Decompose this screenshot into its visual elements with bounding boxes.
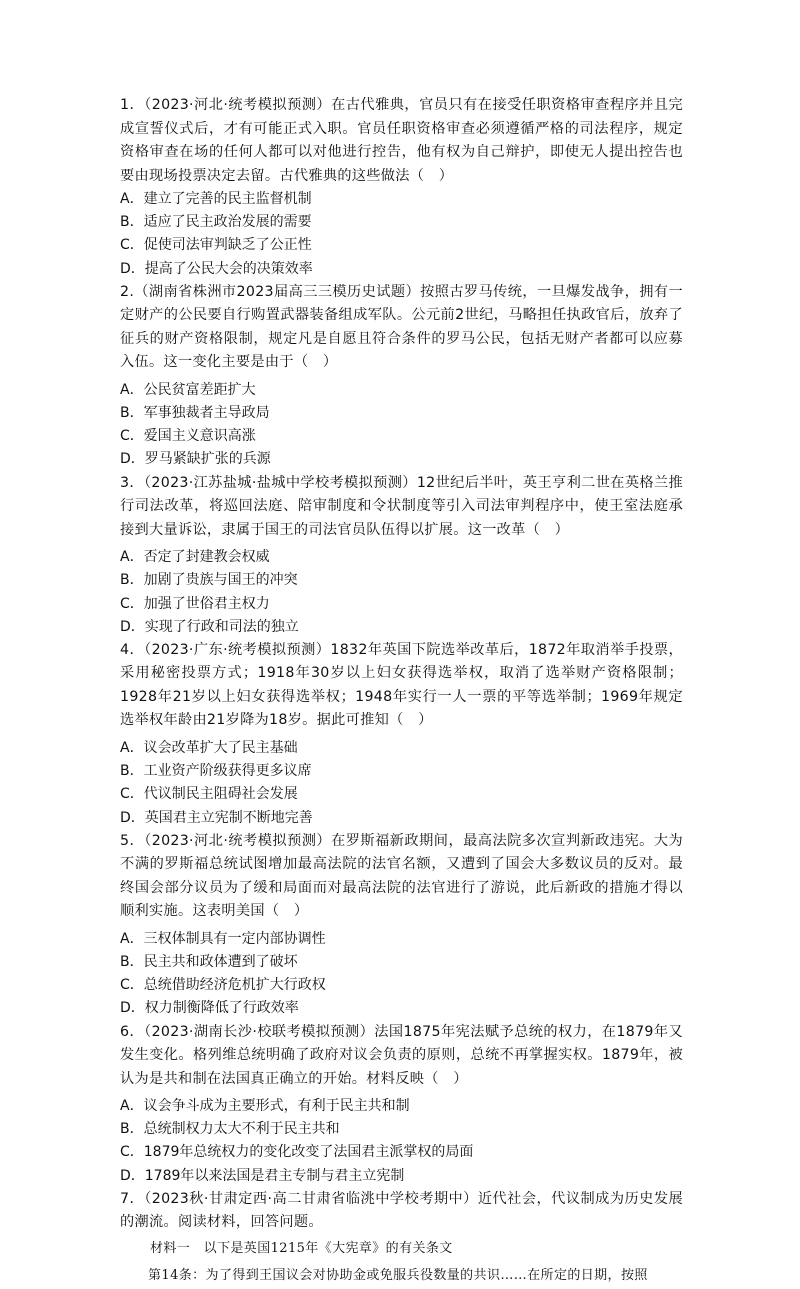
- options-list: [120, 1095, 683, 1188]
- options-list: [120, 379, 683, 472]
- question-text: 5．（2023·河北·统考模拟预测）在罗斯福新政期间，最高法院多次宣判新政违宪。大为不满的罗斯福总统试图增加最高法院的法官名额，又遭到了国会大多数议员的反对。最终国会部分议员为了缓和局面而对最高法院的法官进行了游说，此后新政的措施才得以顺利实施。这表明美国（ ）: [120, 832, 683, 920]
- options-list: [120, 188, 683, 281]
- material-clause: 第14条：为了得到王国议会对协助金或免服兵役数量的共识……在所定的日期，按照: [148, 1267, 648, 1283]
- exam-page: [120, 94, 683, 1289]
- option-a[interactable]: A．否定了封建教会权威: [120, 549, 270, 566]
- option-c[interactable]: C．促使司法审判缺乏了公正性: [120, 237, 312, 254]
- option-c[interactable]: C．总统借助经济危机扩大行政权: [120, 977, 326, 994]
- question-6: [120, 1021, 683, 1188]
- option-d[interactable]: D．英国君主立宪制不断地完善: [120, 809, 313, 826]
- question-text: 3．（2023·江苏盐城·盐城中学校考模拟预测）12世纪后半叶，英王亨利二世在英格兰推行司法改革，将巡回法庭、陪审制度和令状制度等引入司法审判程序中，使王室法庭承接到大量诉讼，隶属于国王的司法官员队伍得以扩展。这一改革（ ）: [120, 474, 683, 538]
- options-list: [120, 737, 683, 830]
- question-text: 7．（2023秋·甘肃定西·高二甘肃省临洮中学校考期中）近代社会，代议制成为历史发展的潮流。阅读材料，回答问题。: [120, 1190, 683, 1231]
- option-a[interactable]: A．公民贫富差距扩大: [120, 381, 256, 398]
- option-a[interactable]: A．建立了完善的民主监督机制: [120, 191, 312, 207]
- option-b[interactable]: B．工业资产阶级获得更多议席: [120, 763, 312, 780]
- options-list: [120, 546, 683, 639]
- option-a[interactable]: A．三权体制具有一定内部协调性: [120, 930, 326, 947]
- material-title: 材料一 以下是英国1215年《大宪章》的有关条文: [150, 1240, 453, 1256]
- material-block: [120, 1235, 683, 1289]
- option-c[interactable]: C．加强了世俗君主权力: [120, 595, 270, 612]
- option-c[interactable]: C．代议制民主阻碍社会发展: [120, 786, 298, 803]
- question-3: [120, 472, 683, 639]
- question-5: [120, 830, 683, 1021]
- question-text: 6．（2023·湖南长沙·校联考模拟预测）法国1875年宪法赋予总统的权力，在1879年又发生变化。格列维总统明确了政府对议会负责的原则，总统不再掌握实权。1879年，被认为是共和制在法国真正确立的开始。材料反映（ ）: [120, 1023, 683, 1087]
- option-a[interactable]: A．议会争斗成为主要形式，有利于民主共和制: [120, 1098, 410, 1115]
- option-b[interactable]: B．民主共和政体遭到了破坏: [120, 953, 298, 970]
- options-list: [120, 928, 683, 1021]
- option-b[interactable]: B．总统制权力太大不利于民主共和: [120, 1121, 340, 1138]
- option-d[interactable]: D．罗马紧缺扩张的兵源: [120, 451, 271, 468]
- question-4: [120, 639, 683, 830]
- option-d[interactable]: D．权力制衡降低了行政效率: [120, 1000, 299, 1017]
- question-text: 4．（2023·广东·统考模拟预测）1832年英国下院选举改革后，1872年取消举手投票，采用秘密投票方式；1918年30岁以上妇女获得选举权，取消了选举财产资格限制；1928年21岁以上妇女获得选举权；1948年实行一人一票的平等选举制；1969年规定选举权年龄由21岁降为18岁。据此可推知（ ）: [120, 641, 683, 729]
- option-b[interactable]: B．适应了民主政治发展的需要: [120, 214, 312, 231]
- option-c[interactable]: C．1879年总统权力的变化改变了法国君主派掌权的局面: [120, 1144, 474, 1161]
- option-d[interactable]: D．提高了公民大会的决策效率: [120, 260, 313, 277]
- option-d[interactable]: D．实现了行政和司法的独立: [120, 618, 299, 635]
- question-text: 1．（2023·河北·统考模拟预测）在古代雅典，官员只有在接受任职资格审查程序并且完成宣誓仪式后，才有可能正式入职。官员任职资格审查必须遵循严格的司法程序，规定资格审查在场的任何人都可以对他进行控告，他有权为自己辩护，即使无人提出控告也要由现场投票决定去留。古代雅典的这些做法（ ）: [120, 97, 683, 184]
- option-b[interactable]: B．加剧了贵族与国王的冲突: [120, 572, 298, 589]
- question-2: [120, 281, 683, 472]
- option-d[interactable]: D．1789年以来法国是君主专制与君主立宪制: [120, 1167, 405, 1184]
- option-c[interactable]: C．爱国主义意识高涨: [120, 428, 256, 445]
- option-a[interactable]: A．议会改革扩大了民主基础: [120, 739, 298, 756]
- question-7: [120, 1188, 683, 1289]
- question-text: 2.（湖南省株洲市2023届高三三模历史试题）按照古罗马传统，一旦爆发战争，拥有一定财产的公民要自行购置武器装备组成军队。公元前2世纪，马略担任执政官后，放弃了征兵的财产资格限制，规定凡是自愿且符合条件的罗马公民，包括无财产者都可以应募入伍。这一变化主要是由于（ ）: [120, 283, 683, 371]
- question-1: [120, 94, 683, 281]
- option-b[interactable]: B．军事独裁者主导政局: [120, 405, 270, 422]
